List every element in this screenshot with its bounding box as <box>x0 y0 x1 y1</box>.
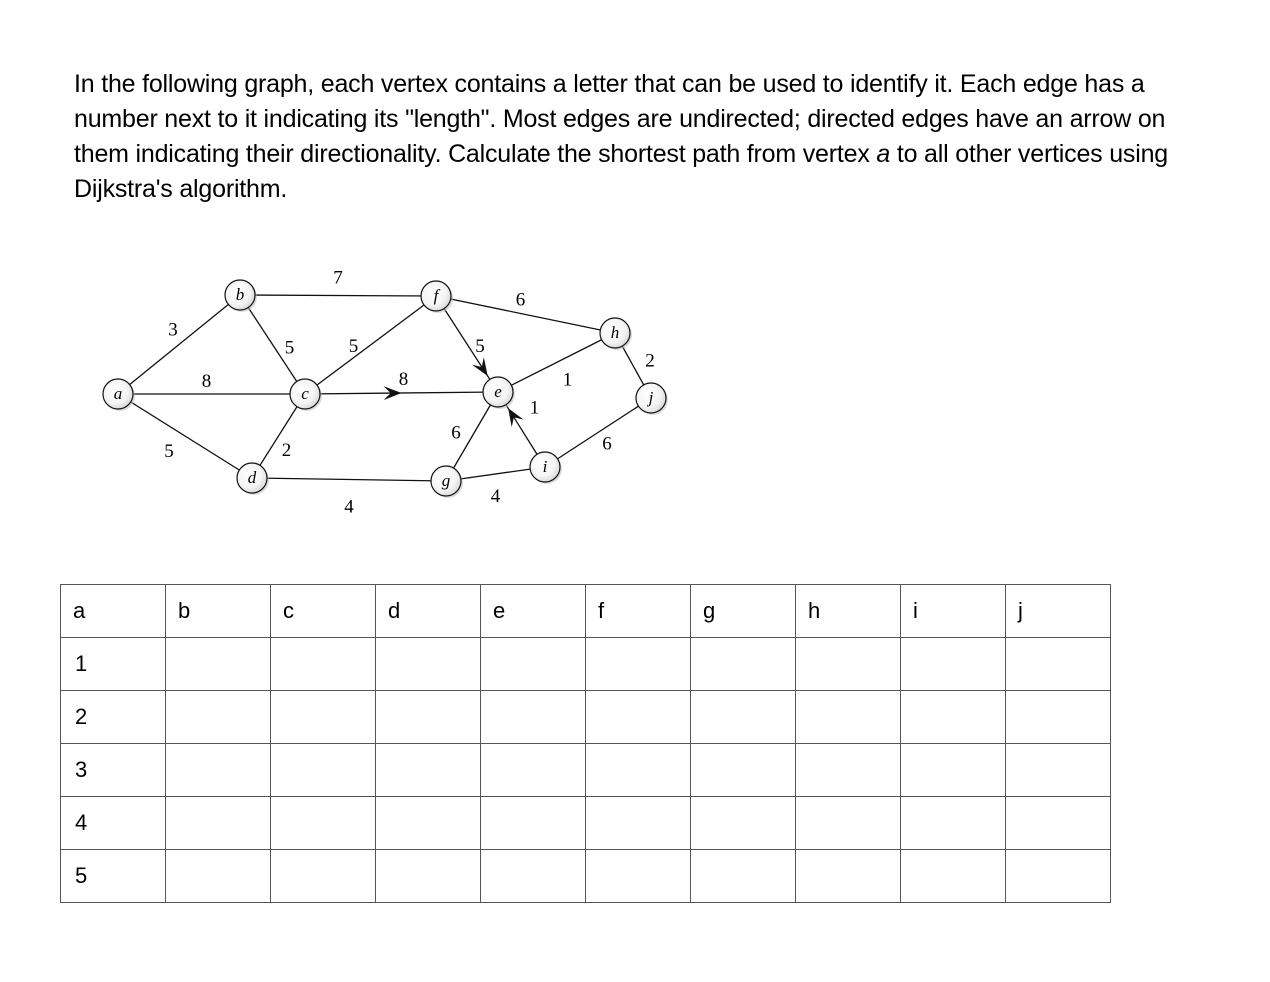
header-cell-g: g <box>691 585 796 638</box>
row-label-cell: 2 <box>61 691 166 744</box>
edge-weight-c-f: 5 <box>348 336 359 357</box>
edge-weight-h-j: 2 <box>645 350 655 372</box>
graph-edge-c-f <box>305 296 436 394</box>
graph-edge-e-h <box>498 333 615 392</box>
dijkstra-table <box>60 584 1111 903</box>
table-cell[interactable] <box>901 744 1006 797</box>
table-cell[interactable] <box>586 744 691 797</box>
table-cell[interactable] <box>901 691 1006 744</box>
edge-weight-i-j: 6 <box>602 433 612 455</box>
edge-weight-g-i: 4 <box>490 486 501 507</box>
table-cell[interactable] <box>586 638 691 691</box>
table-cell[interactable] <box>586 691 691 744</box>
edge-weight-f-e: 5 <box>475 336 485 357</box>
header-cell-b: b <box>166 585 271 638</box>
vertex-label-h: h <box>610 323 620 342</box>
graph-edge-a-d <box>118 394 252 478</box>
row-label-cell: 3 <box>61 744 166 797</box>
table-cell[interactable] <box>481 797 586 850</box>
edge-weight-a-b: 3 <box>168 319 178 341</box>
edge-weight-f-h: 6 <box>515 289 526 311</box>
edge-weight-b-f: 7 <box>333 267 343 289</box>
table-cell[interactable] <box>796 797 901 850</box>
vertex-label-i: i <box>542 457 548 476</box>
header-cell-a: a <box>61 585 166 638</box>
table-cell[interactable] <box>901 797 1006 850</box>
table-cell[interactable] <box>166 744 271 797</box>
edge-weight-a-d: 5 <box>164 441 174 462</box>
table-cell[interactable] <box>271 850 376 903</box>
table-cell[interactable] <box>481 638 586 691</box>
table-cell[interactable] <box>796 638 901 691</box>
header-cell-f: f <box>586 585 691 638</box>
table-cell[interactable] <box>691 797 796 850</box>
header-cell-d: d <box>376 585 481 638</box>
edge-weight-e-h: 1 <box>562 369 573 391</box>
header-cell-e: e <box>481 585 586 638</box>
table-cell[interactable] <box>271 691 376 744</box>
table-cell[interactable] <box>691 850 796 903</box>
vertex-label-d: d <box>247 468 257 487</box>
vertex-label-f: f <box>433 286 439 305</box>
edge-weight-i-e: 1 <box>529 397 540 419</box>
table-cell[interactable] <box>901 850 1006 903</box>
table-cell[interactable] <box>481 691 586 744</box>
table-cell[interactable] <box>166 638 271 691</box>
table-cell[interactable] <box>1006 638 1111 691</box>
table-cell[interactable] <box>376 638 481 691</box>
table-cell[interactable] <box>166 850 271 903</box>
table-header-row <box>61 585 1111 638</box>
table-row <box>61 850 1111 903</box>
edge-weight-a-c: 8 <box>201 371 212 392</box>
source-vertex-label: a <box>876 140 891 168</box>
graph-edge-b-f <box>240 295 436 296</box>
edge-weight-d-g: 4 <box>344 496 354 518</box>
table-row <box>61 691 1111 744</box>
table-cell[interactable] <box>481 744 586 797</box>
table-cell[interactable] <box>376 850 481 903</box>
edge-weight-c-e: 8 <box>398 369 409 390</box>
arrowhead-f-e <box>472 357 488 376</box>
table-cell[interactable] <box>796 850 901 903</box>
graph-edge-a-b <box>118 295 240 394</box>
vertex-label-b: b <box>235 285 245 304</box>
header-cell-i: i <box>901 585 1006 638</box>
problem-text-end: to all other vertices using Dijkstra's algorithm. <box>74 140 1168 203</box>
table-cell[interactable] <box>1006 744 1111 797</box>
edge-weight-b-c: 5 <box>284 337 295 359</box>
table-row <box>61 744 1111 797</box>
graph-edge-b-c <box>240 295 305 394</box>
row-label-cell: 4 <box>61 797 166 850</box>
table-cell[interactable] <box>1006 797 1111 850</box>
vertex-label-j: j <box>648 388 654 407</box>
row-label-cell: 1 <box>61 638 166 691</box>
graph-edge-f-h <box>436 296 615 333</box>
table-cell[interactable] <box>1006 691 1111 744</box>
graph-edge-i-j <box>545 398 651 467</box>
vertex-label-a: a <box>113 384 123 403</box>
arrowhead-i-e <box>508 408 523 427</box>
table-cell[interactable] <box>691 691 796 744</box>
table-cell[interactable] <box>376 744 481 797</box>
vertex-label-c: c <box>301 384 309 403</box>
table-cell[interactable] <box>796 691 901 744</box>
vertex-label-e: e <box>494 382 502 401</box>
edge-weight-c-d: 2 <box>281 440 292 461</box>
table-cell[interactable] <box>796 744 901 797</box>
vertex-label-g: g <box>441 471 451 490</box>
table-cell[interactable] <box>691 638 796 691</box>
problem-text-start: In the following graph, each vertex contains a letter that can be used to identify it. Each edge has a number next to it indicating its "length". Most edges are undirected; directed edges have an arrow on them indicating their directionality. Calculate the shortest path from vertex <box>74 70 1166 168</box>
graph-edge-d-g <box>252 478 446 481</box>
table-cell[interactable] <box>376 797 481 850</box>
edge-weight-e-g: 6 <box>451 422 461 444</box>
table-cell[interactable] <box>166 797 271 850</box>
table-row <box>61 638 1111 691</box>
table-cell[interactable] <box>271 744 376 797</box>
table-row <box>61 797 1111 850</box>
row-label-cell: 5 <box>61 850 166 903</box>
header-cell-c: c <box>271 585 376 638</box>
table-cell[interactable] <box>901 638 1006 691</box>
table-cell[interactable] <box>271 638 376 691</box>
header-cell-j: j <box>1006 585 1111 638</box>
table-cell[interactable] <box>586 797 691 850</box>
table-cell[interactable] <box>271 797 376 850</box>
table-cell[interactable] <box>1006 850 1111 903</box>
header-cell-h: h <box>796 585 901 638</box>
table-cell[interactable] <box>691 744 796 797</box>
table-cell[interactable] <box>481 850 586 903</box>
table-cell[interactable] <box>376 691 481 744</box>
table-cell[interactable] <box>166 691 271 744</box>
table-cell[interactable] <box>586 850 691 903</box>
